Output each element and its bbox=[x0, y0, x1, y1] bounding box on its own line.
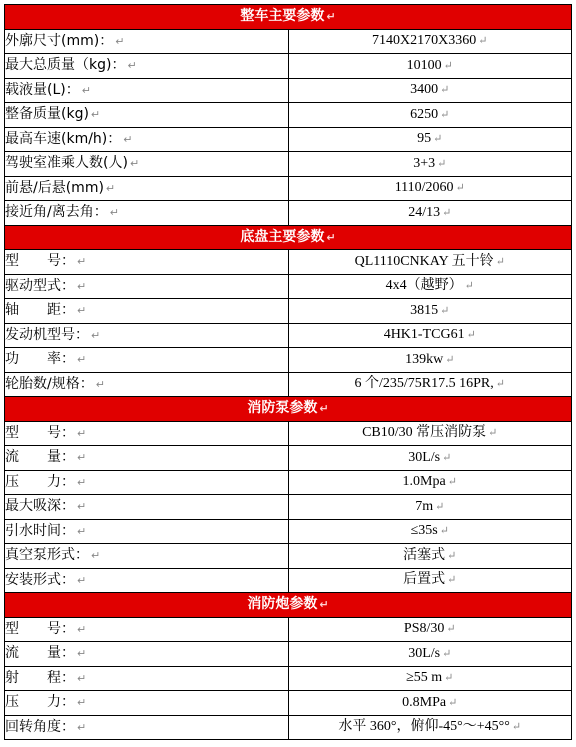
row-label: 前悬/后悬(mm) ↵ bbox=[5, 176, 289, 201]
row-label: 型 号： ↵ bbox=[5, 617, 289, 642]
row-value: 3+3 ↵ bbox=[288, 152, 572, 177]
row-label: 接近角/离去角： ↵ bbox=[5, 201, 289, 226]
table-row bbox=[5, 299, 572, 324]
row-label: 真空泵形式： ↵ bbox=[5, 544, 289, 569]
row-value: 活塞式 ↵ bbox=[288, 544, 572, 569]
row-value: PS8/30 ↵ bbox=[288, 617, 572, 642]
row-label: 驱动型式： ↵ bbox=[5, 274, 289, 299]
row-value: 6 个/235/75R17.5 16PR, ↵ bbox=[288, 372, 572, 397]
row-label: 回转角度： ↵ bbox=[5, 715, 289, 740]
spec-table bbox=[4, 4, 572, 740]
table-row bbox=[5, 446, 572, 471]
section-title: 消防泵参数 bbox=[247, 400, 318, 417]
table-row bbox=[5, 372, 572, 397]
section-title: 消防炮参数 bbox=[247, 596, 318, 613]
row-value: 139kw ↵ bbox=[288, 348, 572, 373]
section-header-fire-monitor bbox=[5, 593, 572, 618]
table-row bbox=[5, 421, 572, 446]
table-row bbox=[5, 495, 572, 520]
row-value: 7m ↵ bbox=[288, 495, 572, 520]
section-header-vehicle bbox=[5, 5, 572, 30]
table-row bbox=[5, 78, 572, 103]
row-value: 30L/s ↵ bbox=[288, 446, 572, 471]
row-label: 驾驶室准乘人数(人) ↵ bbox=[5, 152, 289, 177]
row-label: 载液量(L)： ↵ bbox=[5, 78, 289, 103]
row-value: QL1110CNKAY 五十铃 ↵ bbox=[288, 250, 572, 275]
row-value: 1.0Mpa ↵ bbox=[288, 470, 572, 495]
row-label: 轴 距： ↵ bbox=[5, 299, 289, 324]
table-row bbox=[5, 470, 572, 495]
row-label: 射 程： ↵ bbox=[5, 666, 289, 691]
paragraph-mark: ↵ bbox=[319, 598, 329, 612]
row-label: 轮胎数/规格： ↵ bbox=[5, 372, 289, 397]
table-row bbox=[5, 250, 572, 275]
section-title: 底盘主要参数 bbox=[240, 228, 325, 245]
table-row bbox=[5, 544, 572, 569]
row-value: 24/13 ↵ bbox=[288, 201, 572, 226]
row-label: 发动机型号： ↵ bbox=[5, 323, 289, 348]
table-row bbox=[5, 29, 572, 54]
row-value: 3815 ↵ bbox=[288, 299, 572, 324]
row-label: 最高车速(km/h)： ↵ bbox=[5, 127, 289, 152]
row-label: 型 号： ↵ bbox=[5, 421, 289, 446]
table-row bbox=[5, 127, 572, 152]
row-label: 最大总质量（kg)： ↵ bbox=[5, 54, 289, 79]
table-row bbox=[5, 715, 572, 740]
section-title: 整车主要参数 bbox=[240, 8, 325, 25]
table-row bbox=[5, 152, 572, 177]
row-label: 压 力： ↵ bbox=[5, 691, 289, 716]
row-value: 7140X2170X3360 ↵ bbox=[288, 29, 572, 54]
row-value: 4x4（越野） ↵ bbox=[288, 274, 572, 299]
row-value: 30L/s ↵ bbox=[288, 642, 572, 667]
table-row bbox=[5, 642, 572, 667]
table-row bbox=[5, 103, 572, 128]
table-row bbox=[5, 568, 572, 593]
row-value: 10100 ↵ bbox=[288, 54, 572, 79]
row-label: 流 量： ↵ bbox=[5, 642, 289, 667]
table-row bbox=[5, 201, 572, 226]
table-row bbox=[5, 176, 572, 201]
section-header-chassis bbox=[5, 225, 572, 250]
row-value: CB10/30 常压消防泵 ↵ bbox=[288, 421, 572, 446]
row-value: 95 ↵ bbox=[288, 127, 572, 152]
row-value: 后置式 ↵ bbox=[288, 568, 572, 593]
row-value: 水平 360°，俯仰-45°～+45°° ↵ bbox=[288, 715, 572, 740]
paragraph-mark: ↵ bbox=[319, 402, 329, 416]
row-value: ≥55 m ↵ bbox=[288, 666, 572, 691]
section-header-fire-pump bbox=[5, 397, 572, 422]
row-value: 3400 ↵ bbox=[288, 78, 572, 103]
table-row bbox=[5, 323, 572, 348]
row-label: 安装形式： ↵ bbox=[5, 568, 289, 593]
row-label: 整备质量(kg) ↵ bbox=[5, 103, 289, 128]
row-value: 6250 ↵ bbox=[288, 103, 572, 128]
table-row bbox=[5, 54, 572, 79]
row-label: 引水时间： ↵ bbox=[5, 519, 289, 544]
row-value: ≤35s ↵ bbox=[288, 519, 572, 544]
row-label: 流 量： ↵ bbox=[5, 446, 289, 471]
table-row bbox=[5, 274, 572, 299]
table-row bbox=[5, 666, 572, 691]
row-label: 型 号： ↵ bbox=[5, 250, 289, 275]
row-label: 功 率： ↵ bbox=[5, 348, 289, 373]
paragraph-mark: ↵ bbox=[326, 10, 336, 24]
row-value: 4HK1-TCG61 ↵ bbox=[288, 323, 572, 348]
row-label: 最大吸深： ↵ bbox=[5, 495, 289, 520]
paragraph-mark: ↵ bbox=[326, 230, 336, 244]
row-value: 0.8MPa ↵ bbox=[288, 691, 572, 716]
table-row bbox=[5, 519, 572, 544]
row-label: 外廓尺寸(mm)： ↵ bbox=[5, 29, 289, 54]
table-row bbox=[5, 348, 572, 373]
row-label: 压 力： ↵ bbox=[5, 470, 289, 495]
table-row bbox=[5, 691, 572, 716]
table-row bbox=[5, 617, 572, 642]
row-value: 1110/2060 ↵ bbox=[288, 176, 572, 201]
